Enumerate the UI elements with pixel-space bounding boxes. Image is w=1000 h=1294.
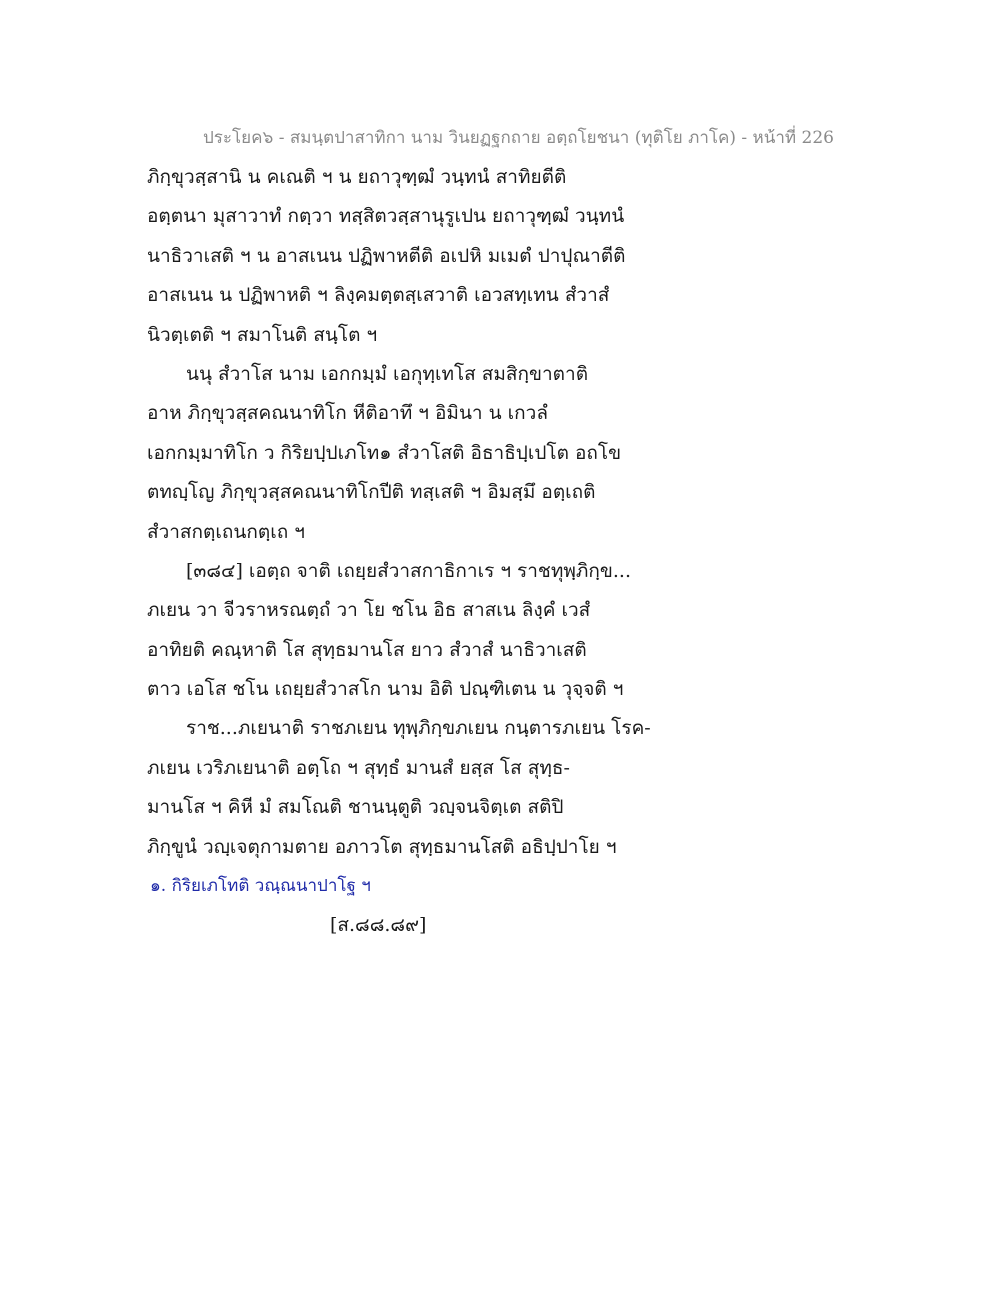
text-line: ภเยน เวริภเยนาติ อตฺโถ ฯ สุทฺธํ มานสํ ยสฺส โส สุทฺธ- bbox=[147, 756, 570, 779]
text-line: ตาว เอโส ชโน เถยฺยสํวาสโก นาม อิติ ปณฺฑิเตน น วุจฺจติ ฯ bbox=[147, 678, 624, 701]
paragraph-start-line: นนุ สํวาโส นาม เอกกมฺมํ เอกุทฺเทโส สมสิกฺขาตาติ bbox=[186, 362, 589, 385]
text-line: อาห ภิกฺขุวสฺสคณนาทิโก หีติอาทึ ฯ อิมินา น เกวลํ bbox=[147, 402, 548, 425]
text-line: ภิกฺขูนํ วญฺเจตุกามตาย อภาวโต สุทฺธมานโสติ อธิปฺปาโย ฯ bbox=[147, 835, 617, 858]
text-line: นาธิวาเสติ ฯ น อาสเนน ปฏิพาหตีติ อเปหิ มเมตํ ปาปุณาตีติ bbox=[147, 244, 626, 267]
footnote: ๑. กิริยเภโทติ วณฺณนาปาโฐ ฯ bbox=[150, 876, 371, 896]
text-line: ภิกฺขุวสฺสานิ น คเณติ ฯ น ยถาวุฑฺฒํ วนฺทนํ สาทิยตีติ bbox=[147, 166, 567, 188]
text-line: เอกกมฺมาทิโก ว กิริยปฺปเภโท๑ สํวาโสติ อิธาธิปฺเปโต อถโข bbox=[147, 441, 622, 464]
text-line: มานโส ฯ คิหี มํ สมโณติ ชานนฺตูติ วญฺจนจิตฺเต สติปิ bbox=[147, 796, 564, 819]
page-header: ประโยค๖ - สมนฺตปาสาทิกา นาม วินยฏฐกถาย อตฺถโยชนา (ทุติโย ภาโค) - หน้าที่ 226 bbox=[203, 128, 834, 148]
text-line: อาสเนน น ปฏิพาหติ ฯ ลิงฺคมตฺตสฺเสวาติ เอวสทฺเทน สํวาสํ bbox=[147, 284, 610, 307]
paragraph-start-line: ราช...ภเยนาติ ราชภเยน ทุพฺภิกฺขภเยน กนฺตารภเยน โรค- bbox=[186, 717, 651, 740]
text-line: อาทิยติ คณฺหาติ โส สุทฺธมานโส ยาว สํวาสํ นาธิวาเสติ bbox=[147, 638, 587, 661]
text-line: ภเยน วา จีวราหรณตฺถํ วา โย ชโน อิธ สาสเน ลิงฺคํ เวสํ bbox=[147, 599, 591, 622]
body-text bbox=[147, 158, 667, 867]
paragraph-start-line: [๓๘๔] เอตฺถ จาติ เถยฺยสํวาสกาธิกาเร ฯ ราชทุพฺภิกฺข... bbox=[186, 559, 631, 582]
text-line: อตฺตนา มุสาวาทํ กตฺวา ทสฺสิตวสฺสานุรูเปน ยถาวุฑฺฒํ วนฺทนํ bbox=[147, 205, 625, 228]
text-line: ตทญฺโญ ภิกฺขุวสฺสคณนาทิโกปีติ ทสฺเสติ ฯ อิมสฺมึ อตฺเถติ bbox=[147, 481, 596, 504]
text-line: นิวตฺเตติ ฯ สมาโนติ สนฺโต ฯ bbox=[147, 323, 378, 346]
page-reference: [ส.๘๘.๘๙] bbox=[330, 914, 427, 936]
text-line: สํวาสกตฺเถนกตฺเถ ฯ bbox=[147, 520, 305, 543]
